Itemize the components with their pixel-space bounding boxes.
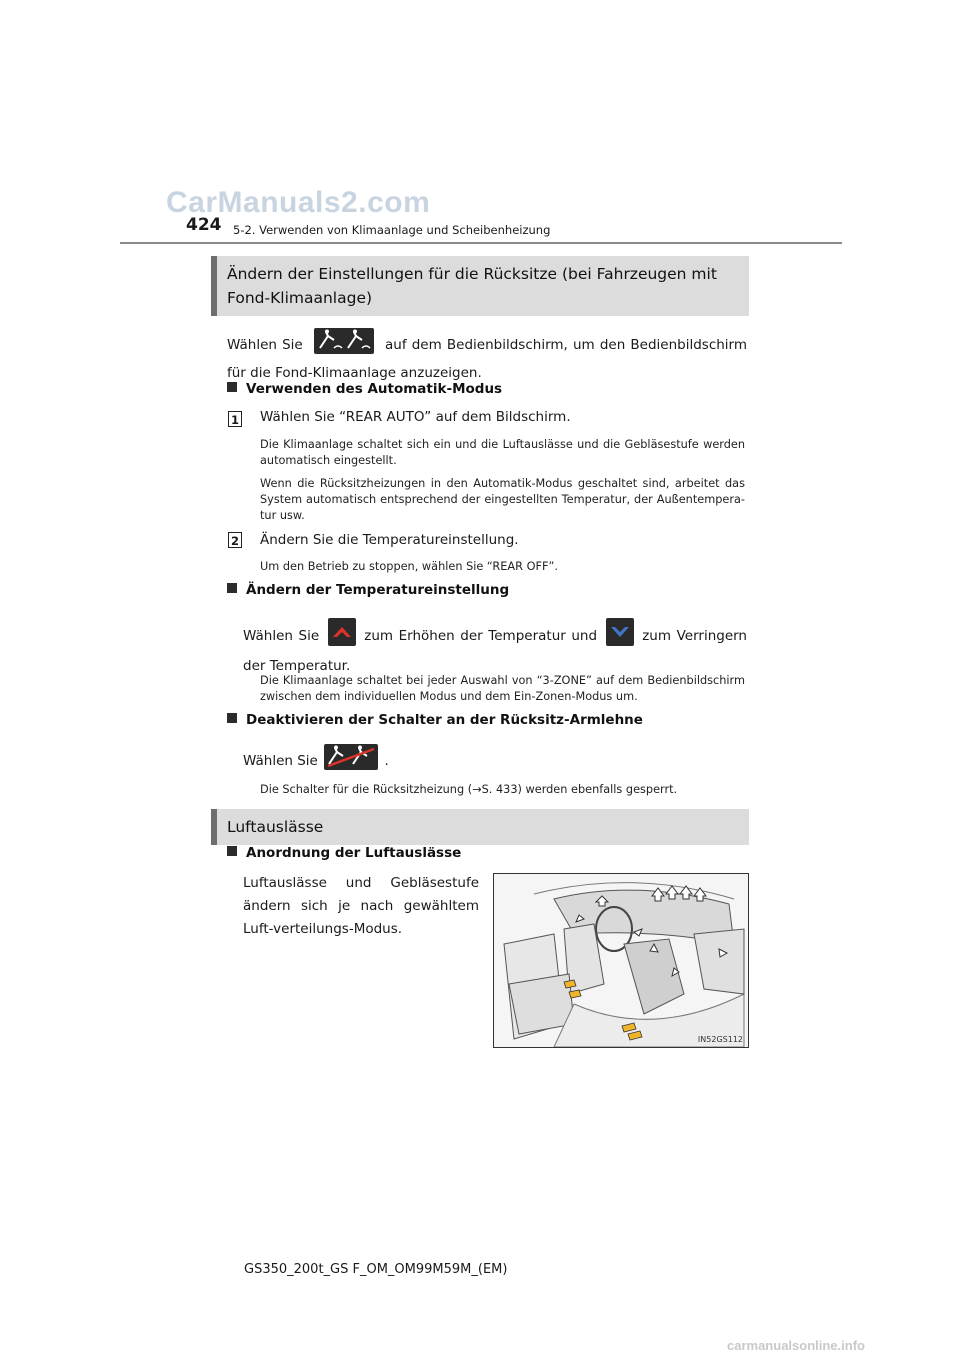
rear-climate-icon xyxy=(314,328,374,362)
air-outlet-diagram xyxy=(493,873,749,1048)
note-temperature: Die Klimaanlage schaltet bei jeder Auswahl von “3-ZONE” auf dem Bedienbildschirm zwischen dem individuellen Modus und dem Ein-Zonen-Modus um. xyxy=(260,674,745,703)
section-heading-text: Ändern der Einstellungen für die Rücksitze (bei Fahrzeugen mit Fond-Klimaanlage) xyxy=(227,265,717,307)
step-1-text: Wählen Sie “REAR AUTO” auf dem Bildschirm. xyxy=(260,409,571,425)
subheading-outlet-layout-text: Anordnung der Luftauslässe xyxy=(246,845,462,861)
section-title: 5-2. Verwenden von Klimaanlage und Scheibenheizung xyxy=(233,223,551,237)
temp-up-icon xyxy=(328,618,356,654)
step-number-1: 1 xyxy=(228,411,242,427)
intro-paragraph xyxy=(227,328,747,385)
armrest-text-b: . xyxy=(384,753,389,769)
subheading-temperature-text: Ändern der Temperatureinstellung xyxy=(246,582,510,598)
bullet-square-icon xyxy=(227,846,237,856)
subheading-auto-mode-text: Verwenden des Automatik-Modus xyxy=(246,381,503,397)
bullet-square-icon xyxy=(227,382,237,392)
intro-text-after: auf dem Bedienbildschirm, um den Bedienbildschirm für die Fond-Klimaanlage anzuzeigen. xyxy=(227,337,748,381)
outlet-paragraph: Luftauslässe und Gebläsestufe ändern sich je nach gewähltem Luft-verteilungs-Modus. xyxy=(243,875,479,937)
note-auto-1: Die Klimaanlage schaltet sich ein und die Luftauslässe und die Gebläsestufe werden automatisch eingestellt. xyxy=(260,438,745,467)
figure-code: IN52GS112 xyxy=(697,1035,743,1044)
section-heading-rear-seats xyxy=(211,256,749,316)
note-armrest: Die Schalter für die Rücksitzheizung (→S. 433) werden ebenfalls gesperrt. xyxy=(260,783,678,796)
subheading-outlet-layout xyxy=(227,845,461,861)
armrest-lock-icon xyxy=(324,744,378,778)
note-auto-3: Um den Betrieb zu stoppen, wählen Sie “REAR OFF”. xyxy=(260,560,558,573)
intro-text-before: Wählen Sie xyxy=(227,337,303,353)
subheading-auto-mode xyxy=(227,381,502,397)
bullet-square-icon xyxy=(227,713,237,723)
page-number: 424 xyxy=(186,215,222,235)
temp-text-c: zum Verringern der Temperatur. xyxy=(243,628,747,674)
temp-text-b: zum Erhöhen der Temperatur und xyxy=(364,628,598,644)
bullet-square-icon xyxy=(227,583,237,593)
step-number-2: 2 xyxy=(228,532,242,548)
car-interior-illustration xyxy=(494,874,748,1047)
step-2-text: Ändern Sie die Temperatureinstellung. xyxy=(260,532,519,548)
armrest-paragraph xyxy=(243,744,389,778)
armrest-text-a: Wählen Sie xyxy=(243,753,318,769)
temp-down-icon xyxy=(606,618,634,654)
watermark-bottom: carmanualsonline.info xyxy=(727,1338,865,1353)
temp-text-a: Wählen Sie xyxy=(243,628,320,644)
watermark-top: CarManuals2.com xyxy=(166,186,431,219)
section-heading-air-outlets xyxy=(211,809,749,845)
header-rule xyxy=(120,242,842,244)
footer-document-code: GS350_200t_GS F_OM_OM99M59M_(EM) xyxy=(244,1262,508,1277)
subheading-temperature xyxy=(227,582,509,598)
subheading-armrest xyxy=(227,712,643,728)
note-auto-2: Wenn die Rücksitzheizungen in den Automatik-Modus geschaltet sind, arbeitet das System automatisch entsprechend der eingestellten Temperatur, der Außentempera-tur usw. xyxy=(260,477,745,522)
section-heading-air-outlets-text: Luftauslässe xyxy=(227,818,324,836)
subheading-armrest-text: Deaktivieren der Schalter an der Rücksitz-Armlehne xyxy=(246,712,643,728)
temperature-paragraph xyxy=(243,618,747,678)
